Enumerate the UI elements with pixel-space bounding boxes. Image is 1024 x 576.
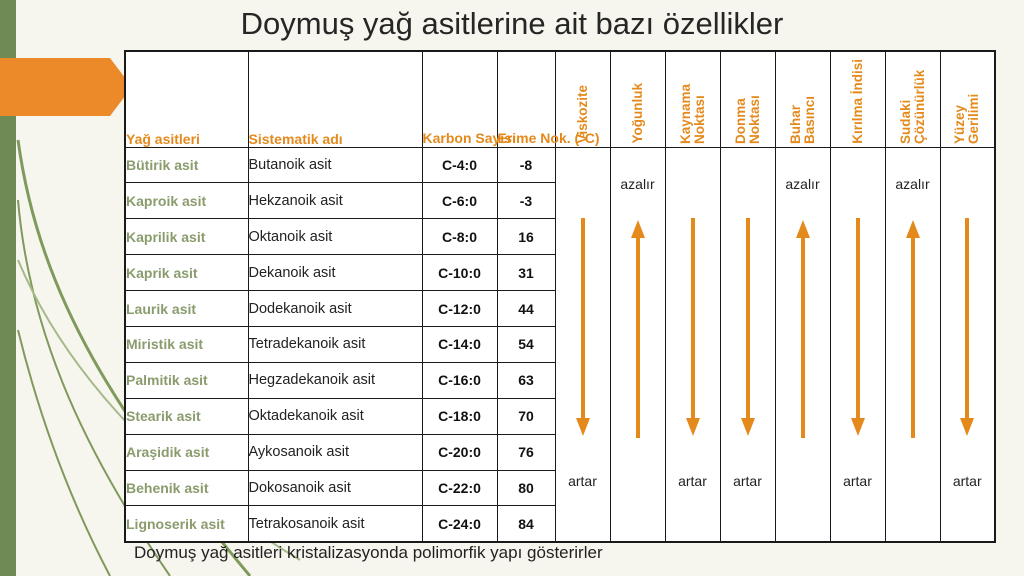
cell-carbon-count: C-20:0 [422,434,497,470]
property-trend-cell [665,147,720,542]
up-arrow-icon [796,218,810,438]
cell-carbon-count: C-22:0 [422,470,497,506]
header-property [720,51,775,147]
property-trend-cell [885,147,940,542]
cell-systematic-name: Oktanoik asit [248,219,422,255]
cell-fatty-acid: Palmitik asit [125,362,248,398]
cell-fatty-acid: Lignoserik asit [125,506,248,542]
slide-footer-note: Doymuş yağ asitleri kristalizasyonda polimorfik yapı gösterirler [134,543,603,562]
cell-systematic-name: Dekanoik asit [248,255,422,291]
cell-fatty-acid: Araşidik asit [125,434,248,470]
header-property [940,51,995,147]
cell-melting-point: 63 [497,362,555,398]
header-property-label: Yüzey Gerilimi [952,93,982,144]
header-property-label: Sudaki Çözünürlük [897,69,927,144]
header-property-label: Kaynama Noktası [677,83,707,144]
trend-label: artar [733,472,762,489]
header-systematic-name: Sistematik adı [248,51,422,147]
cell-melting-point: 16 [497,219,555,255]
orange-arrow-tab [0,58,120,116]
cell-systematic-name: Oktadekanoik asit [248,398,422,434]
cell-melting-point: 44 [497,291,555,327]
header-property-label: Donma Noktası [732,94,762,144]
trend-label: artar [678,472,707,489]
cell-carbon-count: C-10:0 [422,255,497,291]
cell-carbon-count: C-18:0 [422,398,497,434]
header-property-label: Buhar Basıncı [787,95,817,144]
cell-melting-point: 31 [497,255,555,291]
table-row [125,147,995,183]
cell-carbon-count: C-16:0 [422,362,497,398]
header-property-label: Viskozite [574,85,590,144]
cell-carbon-count: C-12:0 [422,291,497,327]
property-trend-cell [940,147,995,542]
header-property [775,51,830,147]
cell-fatty-acid: Miristik asit [125,326,248,362]
cell-melting-point: 76 [497,434,555,470]
cell-fatty-acid: Behenik asit [125,470,248,506]
trend-label: artar [952,472,982,489]
trend-label: azalır [895,175,930,192]
cell-melting-point: 70 [497,398,555,434]
header-carbon-count: Karbon Sayısı [422,51,497,147]
cell-fatty-acid: Stearik asit [125,398,248,434]
cell-melting-point: 84 [497,506,555,542]
down-arrow-icon [741,218,755,438]
trend-label: artar [843,472,872,489]
header-property [885,51,940,147]
cell-systematic-name: Dokosanoik asit [248,470,422,506]
cell-systematic-name: Dodekanoik asit [248,291,422,327]
cell-systematic-name: Tetradekanoik asit [248,326,422,362]
cell-melting-point: 80 [497,470,555,506]
cell-fatty-acid: Laurik asit [125,291,248,327]
trend-label: azalır [785,175,820,192]
cell-systematic-name: Hekzanoik asit [248,183,422,219]
property-trend-cell [830,147,885,542]
cell-carbon-count: C-4:0 [422,147,497,183]
header-fatty-acid: Yağ asitleri [125,51,248,147]
up-arrow-icon [906,218,920,438]
cell-systematic-name: Butanoik asit [248,147,422,183]
header-property [830,51,885,147]
slide-title: Doymuş yağ asitlerine ait bazı özellikler [240,6,784,41]
cell-carbon-count: C-6:0 [422,183,497,219]
fatty-acid-table [124,50,996,543]
cell-fatty-acid: Kaprik asit [125,255,248,291]
cell-carbon-count: C-8:0 [422,219,497,255]
header-property [665,51,720,147]
cell-carbon-count: C-14:0 [422,326,497,362]
table-header-row [125,51,995,147]
down-arrow-icon [960,218,974,438]
header-property [610,51,665,147]
cell-carbon-count: C-24:0 [422,506,497,542]
header-melting-point: Erime Nok. (°C) [497,51,555,147]
property-trend-cell [555,147,610,542]
cell-systematic-name: Aykosanoik asit [248,434,422,470]
down-arrow-icon [686,218,700,438]
cell-melting-point: -3 [497,183,555,219]
cell-systematic-name: Hegzadekanoik asit [248,362,422,398]
header-property-label: Yoğunluk [629,83,645,144]
property-trend-cell [775,147,830,542]
trend-label: azalır [620,175,655,192]
down-arrow-icon [576,218,590,438]
header-property-label: Kırılma İndisi [849,58,865,144]
cell-melting-point: -8 [497,147,555,183]
cell-melting-point: 54 [497,326,555,362]
property-trend-cell [720,147,775,542]
cell-fatty-acid: Kaproik asit [125,183,248,219]
up-arrow-icon [631,218,645,438]
cell-fatty-acid: Bütirik asit [125,147,248,183]
down-arrow-icon [851,218,865,438]
cell-fatty-acid: Kaprilik asit [125,219,248,255]
trend-label: artar [568,472,597,489]
property-trend-cell [610,147,665,542]
cell-systematic-name: Tetrakosanoik asit [248,506,422,542]
